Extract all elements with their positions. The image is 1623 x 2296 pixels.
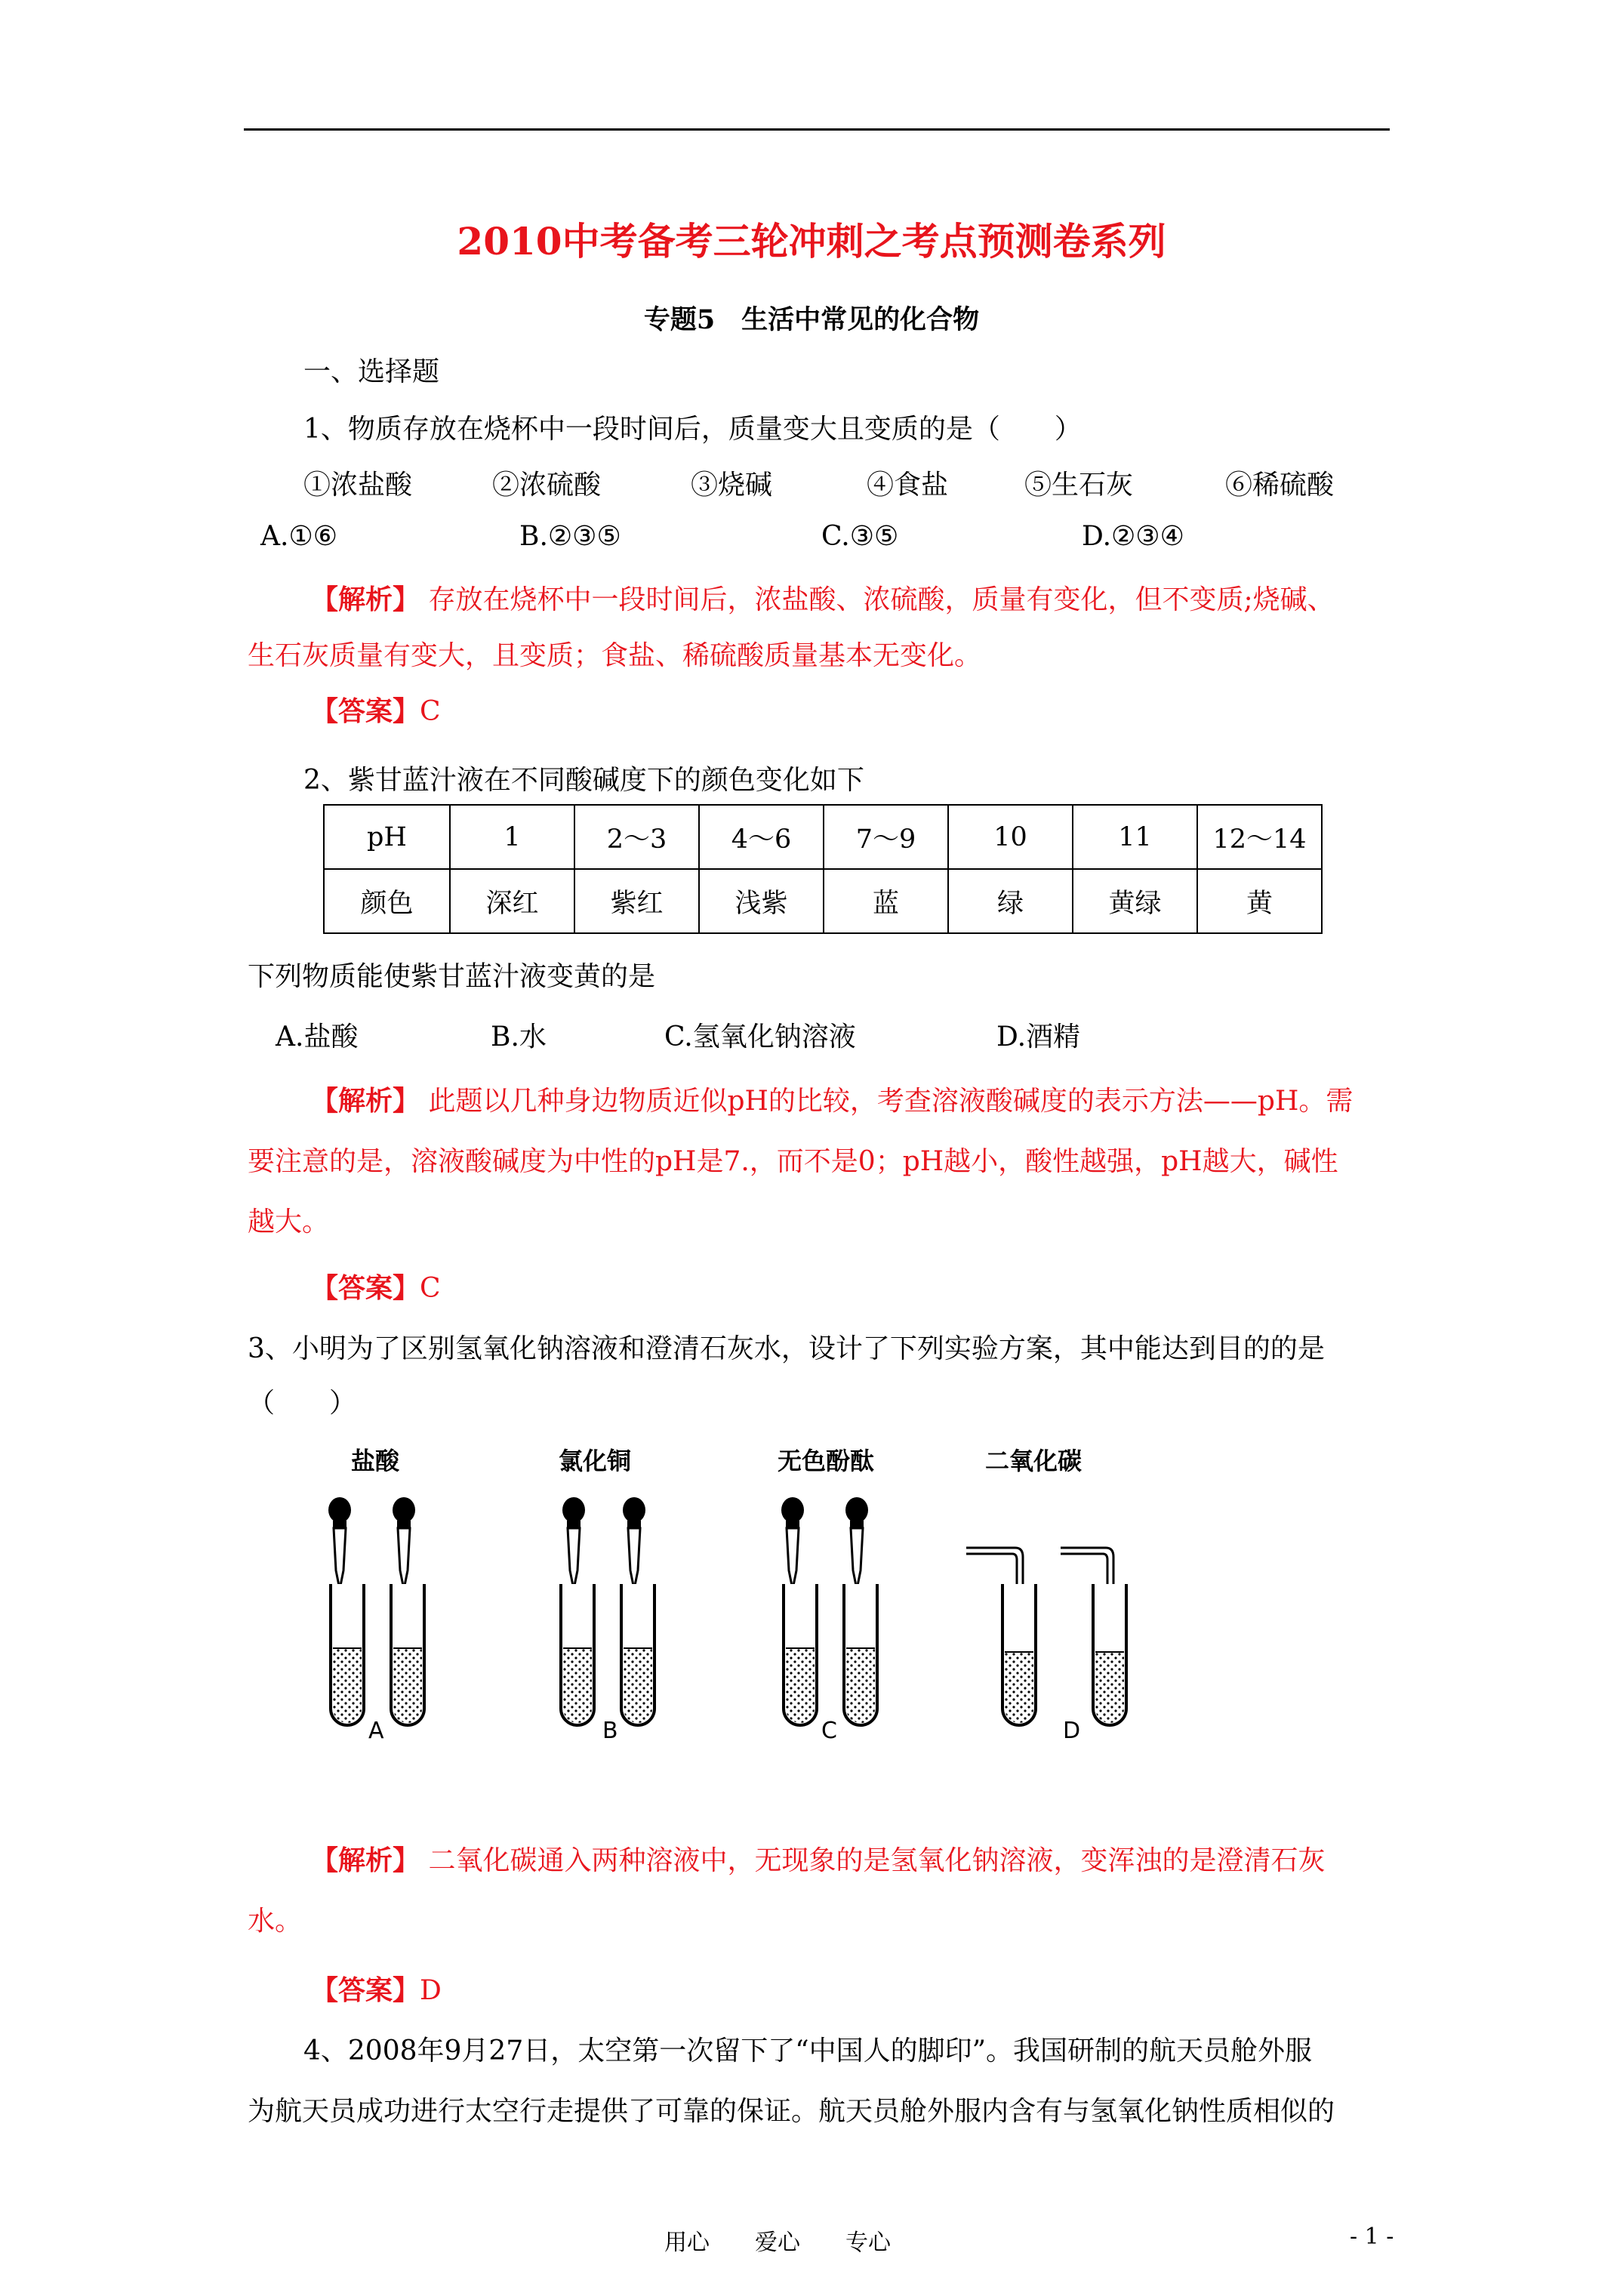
q4-line-2: 为航天员成功进行太空行走提供了可靠的保证。航天员舱外服内含有与氢氧化钠性质相似的 (248, 2096, 1335, 2127)
q1-answer-tag: 【答案】 (311, 695, 420, 727)
table-cell: 2～3 (574, 805, 699, 869)
q1-analysis-line-1 (311, 578, 1335, 617)
q3-answer (311, 1969, 442, 2008)
q1-analysis-text: 存放在烧杯中一段时间后，浓盐酸、浓硫酸，质量有变化，但不变质;烧碱、 (428, 584, 1335, 615)
q3-analysis-tag: 【解析】 (311, 1845, 420, 1876)
figure-label-a: 盐酸 (351, 1447, 400, 1475)
q1-option-b: B.②③⑤ (519, 521, 621, 552)
q1-item-1: ①浓盐酸 (303, 470, 413, 501)
figure-letter-a: A (368, 1718, 384, 1744)
table-cell: 黄绿 (1073, 869, 1197, 933)
experiment-figure (317, 1419, 1163, 1752)
q3-analysis-line-2: 水。 (248, 1906, 303, 1937)
q1-option-d: D.②③④ (1082, 521, 1184, 552)
q1-stem: 1、物质存放在烧杯中一段时间后，质量变大且变质的是（ ） (303, 414, 1082, 445)
q2-analysis-tag: 【解析】 (311, 1085, 420, 1117)
page-number: - 1 - (1350, 2224, 1394, 2250)
q1-analysis-line-2: 生石灰质量有变大，且变质；食盐、稀硫酸质量基本无变化。 (248, 640, 982, 671)
figure-letter-c: C (821, 1718, 837, 1744)
q2-question: 下列物质能使紫甘蓝汁液变黄的是 (248, 961, 656, 992)
q1-item-6: ⑥稀硫酸 (1225, 470, 1335, 501)
q2-analysis-line-1 (311, 1080, 1353, 1118)
q1-answer (311, 690, 441, 729)
q1-analysis-tag: 【解析】 (311, 584, 420, 615)
q2-answer-value: C (420, 1273, 441, 1304)
table-cell: 黄 (1197, 869, 1322, 933)
q2-analysis-line-3: 越大。 (248, 1207, 330, 1237)
figure-label-b: 氯化铜 (559, 1447, 632, 1475)
q1-item-2: ②浓硫酸 (492, 470, 602, 501)
table-row (324, 805, 1322, 869)
table-cell: 11 (1073, 805, 1197, 869)
q1-item-3: ③烧碱 (691, 470, 773, 501)
q1-option-c: C.③⑤ (821, 521, 899, 552)
q2-option-a: A.盐酸 (276, 1022, 359, 1052)
page-subtitle: 专题5 生活中常见的化合物 (643, 304, 980, 335)
table-cell: 4～6 (699, 805, 824, 869)
page-title: 2010中考备考三轮冲刺之考点预测卷系列 (457, 219, 1166, 264)
table-cell: 颜色 (324, 869, 450, 933)
q2-answer (311, 1267, 441, 1305)
table-cell: 深红 (450, 869, 574, 933)
q3-stem-line-1: 3、小明为了区别氢氧化钠溶液和澄清石灰水，设计了下列实验方案，其中能达到目的的是 (248, 1333, 1325, 1364)
table-cell: 绿 (948, 869, 1073, 933)
header-rule (244, 128, 1390, 131)
table-cell: 浅紫 (699, 869, 824, 933)
ph-color-table (323, 804, 1323, 934)
q2-analysis-text: 此题以几种身边物质近似pH的比较，考查溶液酸碱度的表示方法——pH。需 (428, 1086, 1354, 1117)
table-cell: 10 (948, 805, 1073, 869)
q3-stem-line-2: （ ） (248, 1388, 357, 1419)
q2-option-b: B.水 (491, 1022, 547, 1052)
q2-option-c: C.氢氧化钠溶液 (664, 1022, 856, 1052)
q2-analysis-line-2: 要注意的是，溶液酸碱度为中性的pH是7.，而不是0；pH越小，酸性越强，pH越大，碱性 (248, 1146, 1338, 1177)
table-cell: 紫红 (574, 869, 699, 933)
table-cell: 12～14 (1197, 805, 1322, 869)
table-row (324, 869, 1322, 933)
apparatus-b (561, 1497, 654, 1725)
q3-analysis-line-1 (311, 1839, 1325, 1878)
q2-option-d: D.酒精 (996, 1022, 1081, 1052)
q4-line-1: 4、2008年9月27日，太空第一次留下了“中国人的脚印”。我国研制的航天员舱外服 (303, 2036, 1313, 2066)
apparatus-drawing (317, 1419, 1163, 1752)
section-heading: 一、选择题 (303, 356, 440, 387)
table-cell: 蓝 (824, 869, 948, 933)
q2-stem: 2、紫甘蓝汁液在不同酸碱度下的颜色变化如下 (303, 765, 864, 796)
q1-item-5: ⑤生石灰 (1024, 470, 1134, 501)
table-cell: pH (324, 805, 450, 869)
figure-letter-d: D (1063, 1718, 1081, 1744)
q3-answer-value: D (420, 1975, 442, 2006)
apparatus-d (966, 1548, 1126, 1725)
q1-answer-value: C (420, 696, 441, 727)
footer-motto: 用心 爱心 专心 (664, 2230, 891, 2256)
q1-item-4: ④食盐 (867, 470, 949, 501)
figure-label-d: 二氧化碳 (985, 1447, 1083, 1475)
apparatus-a (328, 1497, 424, 1725)
q3-analysis-text: 二氧化碳通入两种溶液中，无现象的是氢氧化钠溶液，变浑浊的是澄清石灰 (428, 1845, 1326, 1876)
q1-option-a: A.①⑥ (260, 521, 337, 552)
figure-label-c: 无色酚酞 (778, 1447, 875, 1475)
table-cell: 7～9 (824, 805, 948, 869)
apparatus-c (781, 1497, 877, 1725)
figure-letter-b: B (602, 1718, 618, 1744)
table-cell: 1 (450, 805, 574, 869)
q2-answer-tag: 【答案】 (311, 1272, 420, 1304)
q3-answer-tag: 【答案】 (311, 1974, 420, 2006)
